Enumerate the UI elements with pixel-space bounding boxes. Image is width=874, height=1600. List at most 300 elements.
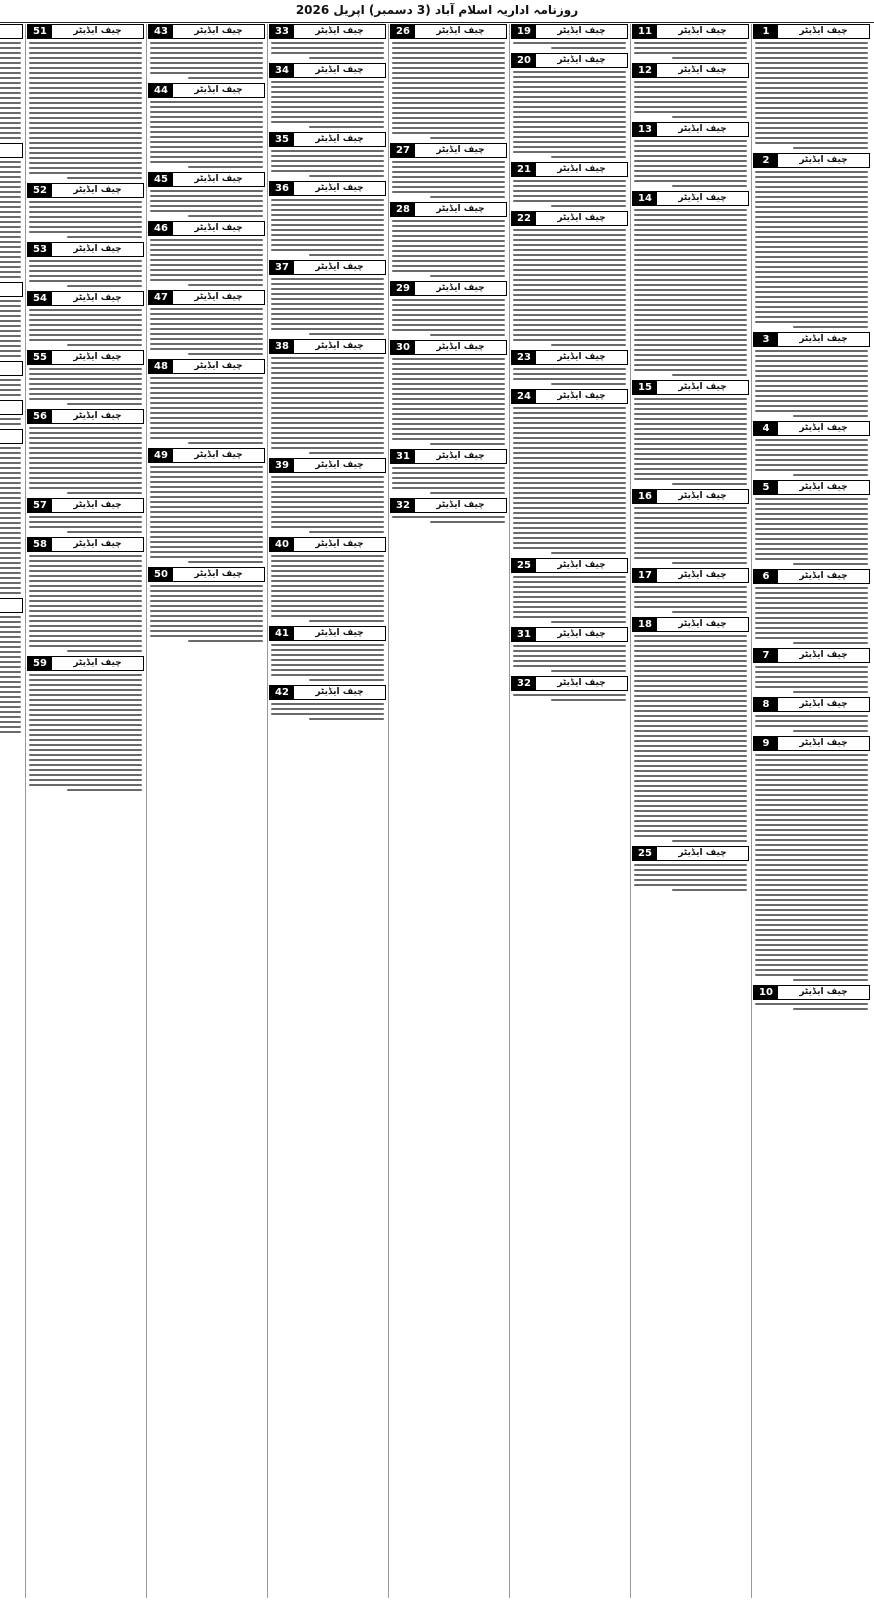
text-line (513, 645, 626, 647)
text-line (150, 141, 263, 143)
text-line (513, 71, 626, 73)
text-line (29, 615, 142, 617)
text-line (0, 166, 21, 168)
article-number: 32 (391, 499, 415, 512)
text-line (755, 676, 868, 678)
text-line (29, 744, 142, 746)
text-line (513, 111, 626, 113)
text-line (634, 675, 747, 677)
text-line (29, 142, 142, 144)
text-line (755, 789, 868, 791)
article-number: 54 (28, 292, 52, 305)
text-line (513, 482, 626, 484)
text-line (634, 214, 747, 216)
text-line (0, 452, 21, 454)
article-entry (753, 332, 870, 417)
text-line (755, 226, 868, 228)
text-line (29, 309, 142, 311)
article-label: چیف ایڈیٹر (294, 182, 385, 195)
text-line (271, 575, 384, 577)
text-line (29, 521, 142, 523)
text-line (634, 329, 747, 331)
text-line (29, 437, 142, 439)
article-label: چیف ایڈیٹر (657, 847, 748, 860)
text-line (0, 82, 21, 84)
article-entry (632, 568, 749, 613)
text-line (0, 161, 21, 163)
article-label: چیف ایڈیٹر (657, 25, 748, 38)
article-label: چیف ایڈیٹر (52, 292, 143, 305)
text-line (755, 171, 868, 173)
text-line (551, 344, 626, 346)
text-line (271, 447, 384, 449)
text-line (309, 333, 384, 335)
text-line (392, 191, 505, 193)
text-line (0, 572, 21, 574)
text-line (755, 909, 868, 911)
text-line (271, 303, 384, 305)
text-line (188, 640, 263, 642)
text-line (755, 814, 868, 816)
article-number: 22 (512, 212, 536, 225)
text-line (634, 725, 747, 727)
text-line (29, 754, 142, 756)
article-header-bar (753, 736, 870, 751)
text-line (0, 527, 21, 529)
article-number: 11 (633, 25, 657, 38)
article-label: چیف ایڈیٹر (294, 25, 385, 38)
text-line (513, 190, 626, 192)
text-line (634, 785, 747, 787)
text-line (150, 116, 263, 118)
text-line (513, 101, 626, 103)
text-line (150, 264, 263, 266)
article-header-bar (632, 489, 749, 504)
text-line (551, 205, 626, 207)
text-line (634, 660, 747, 662)
article-number: 10 (754, 986, 778, 999)
text-line (67, 236, 142, 238)
text-line (150, 551, 263, 553)
article-number: 58 (28, 538, 52, 551)
text-line (271, 402, 384, 404)
text-line (634, 710, 747, 712)
article-entry (511, 162, 628, 207)
article-label: چیف ایڈیٹر (536, 390, 627, 403)
text-line (513, 254, 626, 256)
text-line (755, 127, 868, 129)
article-number: 35 (270, 133, 294, 146)
article-label: چیف ایڈیٹر (778, 649, 869, 662)
text-line (271, 392, 384, 394)
text-line (551, 552, 626, 554)
article-header-bar (511, 558, 628, 573)
text-line (755, 974, 868, 976)
article-entry (511, 350, 628, 385)
text-line (513, 576, 626, 578)
text-line (634, 606, 747, 608)
text-line (392, 398, 505, 400)
article-header-bar (0, 143, 23, 158)
article-number: 56 (28, 410, 52, 423)
text-line (513, 606, 626, 608)
text-line (0, 423, 21, 425)
article-header-bar (753, 569, 870, 584)
text-line (755, 72, 868, 74)
text-line (755, 553, 868, 555)
text-line (150, 313, 263, 315)
text-line (271, 234, 384, 236)
article-header-bar (632, 122, 749, 137)
text-line (0, 462, 21, 464)
article-column (27, 24, 144, 1598)
text-line (755, 824, 868, 826)
text-line (0, 266, 21, 268)
text-line (271, 382, 384, 384)
text-line (634, 369, 747, 371)
text-line (29, 784, 142, 786)
text-line (392, 166, 505, 168)
article-header-bar (27, 24, 144, 39)
article-label: چیف ایڈیٹر (657, 381, 748, 394)
article-header-bar (148, 448, 265, 463)
text-line (271, 362, 384, 364)
text-line (392, 388, 505, 390)
article-label: چیف ایڈیٹر (173, 25, 264, 38)
text-line (634, 770, 747, 772)
text-line (755, 311, 868, 313)
text-line (513, 319, 626, 321)
article-label: چیف ایڈیٹر (294, 686, 385, 699)
text-line (271, 81, 384, 83)
text-line (513, 180, 626, 182)
text-line (513, 116, 626, 118)
text-line (634, 695, 747, 697)
article-entry (148, 172, 265, 217)
text-line (634, 645, 747, 647)
text-line (29, 122, 142, 124)
text-line (392, 403, 505, 405)
text-line (29, 605, 142, 607)
text-line (634, 884, 747, 886)
text-line (513, 447, 626, 449)
text-line (513, 517, 626, 519)
text-line (634, 755, 747, 757)
article-label: چیف ایڈیٹر (294, 459, 385, 472)
text-line (634, 542, 747, 544)
text-line (150, 536, 263, 538)
text-line (634, 334, 747, 336)
article-header-bar (753, 153, 870, 168)
text-line (634, 443, 747, 445)
text-line (755, 321, 868, 323)
text-line (634, 165, 747, 167)
text-line (29, 724, 142, 726)
text-line (29, 329, 142, 331)
text-line (755, 454, 868, 456)
text-line (0, 176, 21, 178)
text-line (513, 497, 626, 499)
text-line (309, 452, 384, 454)
article-entry (0, 143, 23, 278)
text-line (634, 547, 747, 549)
text-line (634, 700, 747, 702)
text-line (634, 304, 747, 306)
text-line (29, 211, 142, 213)
article-entry (511, 53, 628, 158)
text-line (755, 587, 868, 589)
text-line (513, 264, 626, 266)
text-line (513, 417, 626, 419)
text-line (29, 620, 142, 622)
text-line (0, 681, 21, 683)
article-number: 51 (28, 25, 52, 38)
text-line (634, 745, 747, 747)
text-line (634, 586, 747, 588)
text-line (634, 552, 747, 554)
text-line (755, 132, 868, 134)
text-line (29, 610, 142, 612)
text-line (513, 368, 626, 370)
text-line (0, 542, 21, 544)
text-line (513, 339, 626, 341)
text-line (513, 329, 626, 331)
text-line (392, 255, 505, 257)
text-line (0, 211, 21, 213)
article-label: چیف ایڈیٹر (778, 422, 869, 435)
text-line (271, 199, 384, 201)
text-line (271, 610, 384, 612)
text-line (150, 432, 263, 434)
text-line (0, 72, 21, 74)
article-number: 28 (391, 203, 415, 216)
text-line (29, 482, 142, 484)
text-line (755, 261, 868, 263)
text-line (513, 185, 626, 187)
text-line (0, 418, 21, 420)
text-line (634, 800, 747, 802)
article-number: 6 (754, 570, 778, 583)
text-line (755, 112, 868, 114)
article-header-bar (753, 480, 870, 495)
text-line (271, 511, 384, 513)
text-line (755, 558, 868, 560)
text-line (271, 96, 384, 98)
text-line (755, 62, 868, 64)
article-label (0, 362, 22, 375)
article-entry (0, 400, 23, 425)
text-line (755, 681, 868, 683)
text-line (0, 691, 21, 693)
article-label: چیف ایڈیٹر (778, 737, 869, 750)
text-line (755, 176, 868, 178)
text-line (392, 87, 505, 89)
article-entry (0, 429, 23, 594)
text-line (0, 557, 21, 559)
text-line (29, 427, 142, 429)
text-line (392, 82, 505, 84)
text-line (793, 979, 868, 981)
text-line (0, 384, 21, 386)
text-line (271, 121, 384, 123)
text-line (634, 864, 747, 866)
text-line (0, 62, 21, 64)
article-number: 4 (754, 422, 778, 435)
text-line (755, 879, 868, 881)
text-line (755, 444, 868, 446)
text-line (0, 532, 21, 534)
text-line (0, 181, 21, 183)
text-line (271, 308, 384, 310)
text-line (150, 318, 263, 320)
article-number: 43 (149, 25, 173, 38)
text-line (392, 132, 505, 134)
text-line (150, 195, 263, 197)
article-number: 52 (28, 184, 52, 197)
text-line (755, 375, 868, 377)
text-line (0, 246, 21, 248)
text-line (755, 622, 868, 624)
article-entry (148, 24, 265, 79)
article-number: 13 (633, 123, 657, 136)
text-line (271, 47, 384, 49)
text-line (513, 334, 626, 336)
text-line (0, 330, 21, 332)
text-line (755, 784, 868, 786)
text-line (513, 96, 626, 98)
text-line (755, 844, 868, 846)
article-header-bar (632, 191, 749, 206)
text-line (755, 350, 868, 352)
article-label: چیف ایڈیٹر (173, 360, 264, 373)
text-line (29, 714, 142, 716)
text-line (755, 869, 868, 871)
text-line (0, 310, 21, 312)
text-line (392, 319, 505, 321)
text-line (271, 664, 384, 666)
text-line (67, 403, 142, 405)
article-number: 12 (633, 64, 657, 77)
text-line (271, 244, 384, 246)
text-line (0, 492, 21, 494)
column-divider (25, 24, 26, 1598)
text-line (0, 300, 21, 302)
text-line (755, 395, 868, 397)
article-header-bar (511, 676, 628, 691)
text-line (188, 77, 263, 79)
text-line (271, 323, 384, 325)
text-line (755, 864, 868, 866)
text-line (755, 666, 868, 668)
text-line (634, 150, 747, 152)
text-line (634, 364, 747, 366)
text-line (755, 291, 868, 293)
text-line (0, 320, 21, 322)
text-line (271, 377, 384, 379)
article-header-bar (511, 53, 628, 68)
article-header-bar (511, 162, 628, 177)
text-line (634, 825, 747, 827)
text-line (0, 676, 21, 678)
text-line (634, 765, 747, 767)
article-entry (27, 537, 144, 652)
article-label (0, 401, 22, 414)
text-line (755, 246, 868, 248)
text-line (513, 121, 626, 123)
text-line (392, 299, 505, 301)
text-line (150, 491, 263, 493)
text-line (634, 289, 747, 291)
text-line (755, 459, 868, 461)
text-line (513, 412, 626, 414)
text-line (755, 720, 868, 722)
text-line (634, 705, 747, 707)
text-line (271, 659, 384, 661)
text-line (634, 408, 747, 410)
text-line (150, 101, 263, 103)
text-line (755, 142, 868, 144)
text-line (29, 52, 142, 54)
text-line (755, 316, 868, 318)
text-line (634, 433, 747, 435)
text-line (29, 467, 142, 469)
text-line (29, 704, 142, 706)
text-line (29, 172, 142, 174)
text-line (513, 532, 626, 534)
text-line (392, 324, 505, 326)
article-header-bar (632, 63, 749, 78)
text-line (150, 131, 263, 133)
article-number: 2 (754, 154, 778, 167)
article-label: چیف ایڈیٹر (294, 340, 385, 353)
article-header-bar (27, 656, 144, 671)
article-entry (511, 627, 628, 672)
text-line (29, 373, 142, 375)
text-line (271, 224, 384, 226)
text-line (755, 686, 868, 688)
text-line (392, 77, 505, 79)
text-line (755, 498, 868, 500)
text-line (0, 196, 21, 198)
text-line (634, 309, 747, 311)
text-line (634, 720, 747, 722)
article-header-bar (632, 617, 749, 632)
text-line (0, 97, 21, 99)
text-line (29, 684, 142, 686)
article-header-bar (269, 132, 386, 147)
text-line (634, 170, 747, 172)
text-line (29, 280, 142, 282)
article-number: 7 (754, 649, 778, 662)
article-column (632, 24, 749, 1598)
text-line (755, 271, 868, 273)
text-line (513, 432, 626, 434)
article-label: چیف ایڈیٹر (778, 25, 869, 38)
article-label: چیف ایڈیٹر (657, 618, 748, 631)
text-line (755, 241, 868, 243)
text-line (0, 261, 21, 263)
text-line (0, 132, 21, 134)
article-header-bar (511, 389, 628, 404)
article-header-bar (27, 242, 144, 257)
text-line (392, 477, 505, 479)
text-line (755, 538, 868, 540)
text-line (29, 734, 142, 736)
text-line (271, 516, 384, 518)
text-line (634, 869, 747, 871)
text-line (634, 820, 747, 822)
text-line (0, 47, 21, 49)
